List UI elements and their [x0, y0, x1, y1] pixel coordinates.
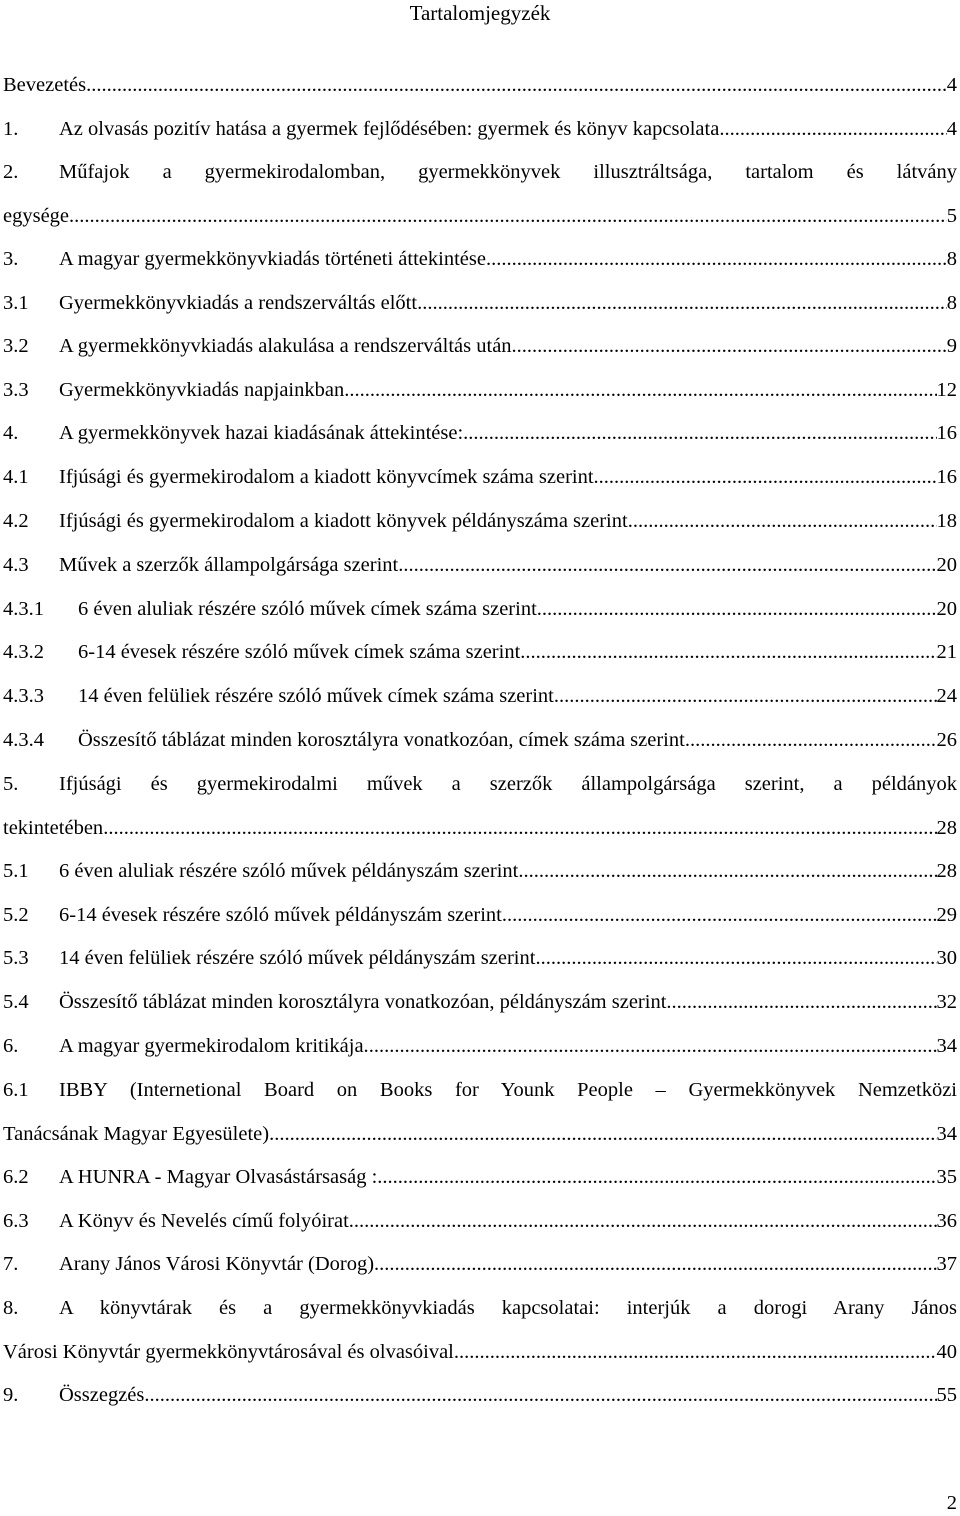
toc-entry[interactable]: [3, 244, 957, 274]
toc-entry-text: 6 éven aluliak részére szóló művek példányszám szerint: [59, 860, 519, 882]
dot-leader: [144, 1380, 936, 1410]
page-title: Tartalomjegyzék: [409, 1, 551, 25]
toc-entry[interactable]: [3, 1380, 957, 1410]
toc-entry-text-continued: Városi Könyvtár gyermekkönyvtárosával és olvasóival: [3, 1341, 454, 1363]
toc-entry-number: 4.: [3, 422, 19, 444]
toc-entry-continuation[interactable]: [3, 201, 957, 231]
toc-entry-text: 6-14 évesek részére szóló művek példányszám szerint: [59, 904, 502, 926]
toc-entry-number: 3.2: [3, 335, 29, 357]
toc-entry[interactable]: [3, 550, 957, 580]
toc-entry-number: 4.1: [3, 466, 29, 488]
toc-entry-number: 6.2: [3, 1166, 29, 1188]
dot-leader: [554, 681, 937, 711]
toc-entry-continuation[interactable]: [3, 1119, 957, 1149]
toc-entry-text-continued: egysége: [3, 205, 70, 227]
toc-entry-page: 30: [936, 947, 957, 969]
toc-entry-page: 35: [936, 1166, 957, 1188]
toc-entry-number: 8.: [3, 1297, 19, 1319]
toc-entry-text: Gyermekkönyvkiadás napjainkban: [59, 379, 345, 401]
toc-entry-number: 1.: [3, 118, 19, 140]
toc-entry-page: 29: [936, 904, 957, 926]
toc-entry-page: 21: [936, 641, 957, 663]
toc-entry-text: IBBY (Internetional Board on Books for Younk People – Gyermekkönyvek Nemzetközi: [59, 1079, 957, 1101]
dot-leader: [512, 331, 947, 361]
dot-leader: [377, 1162, 936, 1192]
toc-entry-text: Gyermekkönyvkiadás a rendszerváltás előtt: [59, 292, 418, 314]
toc-entry-number: 4.3.2: [3, 641, 44, 663]
dot-leader: [463, 418, 936, 448]
toc-entry-number: 5.: [3, 773, 19, 795]
dot-leader: [518, 856, 936, 886]
dot-leader: [454, 1337, 937, 1367]
toc-entry-line[interactable]: [3, 157, 957, 187]
toc-entry[interactable]: [3, 1249, 957, 1279]
toc-entry[interactable]: [3, 1206, 957, 1236]
toc-entry-number: 5.1: [3, 860, 29, 882]
toc-entry-text: A magyar gyermekirodalom kritikája.: [59, 1035, 369, 1057]
toc-entry-text: A gyermekkönyvek hazai kiadásának áttekintése:: [59, 422, 464, 444]
toc-entry-page: 28: [936, 817, 957, 839]
toc-entry-text: A magyar gyermekkönyvkiadás történeti áttekintése.: [59, 248, 492, 270]
dot-leader: [417, 288, 947, 318]
toc-entry[interactable]: [3, 375, 957, 405]
toc-entry-text: A gyermekkönyvkiadás alakulása a rendszerváltás után: [59, 335, 512, 357]
toc-entry-text: Ifjúsági és gyermekirodalom a kiadott könyvcímek száma szerint: [59, 466, 594, 488]
toc-entry[interactable]: [3, 725, 957, 755]
toc-entry-page: 34: [936, 1123, 957, 1145]
page-number: 2: [946, 1492, 957, 1514]
toc-entry-page: 16: [936, 466, 957, 488]
toc-entry[interactable]: [3, 987, 957, 1017]
toc-entry-text: Az olvasás pozitív hatása a gyermek fejlődésében: gyermek és könyv kapcsolata: [59, 118, 720, 140]
toc-entry[interactable]: [3, 943, 957, 973]
toc-entry-page: 16: [936, 422, 957, 444]
toc-entry-number: 3.1: [3, 292, 29, 314]
toc-entry-page: 55: [936, 1384, 957, 1406]
toc-entry-page: 34: [936, 1035, 957, 1057]
toc-entry-page: 24: [936, 685, 957, 707]
dot-leader: [594, 462, 937, 492]
dot-leader: [374, 1249, 936, 1279]
toc-entry-text: Összegzés: [59, 1384, 145, 1406]
dot-leader: [535, 943, 936, 973]
dot-leader: [69, 201, 947, 231]
toc-entry-page: 20: [936, 554, 957, 576]
toc-entry[interactable]: [3, 637, 957, 667]
toc-entry-text: Ifjúsági és gyermekirodalmi művek a szerzők állampolgársága szerint, a példányok: [59, 773, 957, 795]
toc-entry-continuation[interactable]: [3, 813, 957, 843]
toc-entry[interactable]: [3, 288, 957, 318]
toc-entry-text: A Könyv és Nevelés című folyóirat: [59, 1210, 349, 1232]
toc-entry-number: 3.3: [3, 379, 29, 401]
toc-entry-page: 26: [936, 729, 957, 751]
toc-entry-number: 4.3.3: [3, 685, 44, 707]
dot-leader: [269, 1119, 936, 1149]
toc-entry-text: 14 éven felüliek részére szóló művek címek száma szerint: [78, 685, 554, 707]
toc-entry-number: 4.3.4: [3, 729, 44, 751]
toc-entry-text: Műfajok a gyermekirodalomban, gyermekkönyvek illusztráltsága, tartalom és látvány: [59, 161, 957, 183]
dot-leader: [537, 594, 937, 624]
toc-entry-number: 4.3: [3, 554, 29, 576]
toc-entry-page: 18: [936, 510, 957, 532]
toc-entry[interactable]: [3, 418, 957, 448]
toc-entry-line[interactable]: [3, 769, 957, 799]
toc-entry-text: Arany János Városi Könyvtár (Dorog): [59, 1253, 375, 1275]
toc-entry[interactable]: [3, 1162, 957, 1192]
toc-entry-text: Művek a szerzők állampolgársága szerint: [59, 554, 399, 576]
toc-entry-continuation[interactable]: [3, 1337, 957, 1367]
toc-entry[interactable]: [3, 681, 957, 711]
toc-entry-number: 6.: [3, 1035, 19, 1057]
dot-leader: [369, 1031, 937, 1061]
toc-entry-text: Összesítő táblázat minden korosztályra vonatkozóan, címek száma szerint: [78, 729, 685, 751]
dot-leader: [344, 375, 936, 405]
toc-entry[interactable]: [3, 1031, 957, 1061]
toc-entry-page: 4: [946, 118, 957, 140]
toc-entry-page: 12: [936, 379, 957, 401]
toc-entry-text: Összesítő táblázat minden korosztályra vonatkozóan, példányszám szerint: [59, 991, 667, 1013]
dot-leader: [86, 70, 947, 100]
dot-leader: [349, 1206, 937, 1236]
toc-entry-number: 5.2: [3, 904, 29, 926]
toc-entry-text-continued: Tanácsának Magyar Egyesülete): [3, 1123, 270, 1145]
toc-entry-page: 36: [936, 1210, 957, 1232]
toc-entry[interactable]: [3, 462, 957, 492]
toc-entry-number: 6.3: [3, 1210, 29, 1232]
dot-leader: [103, 813, 936, 843]
toc-entry-number: 6.1: [3, 1079, 29, 1101]
toc-entry-page: 40: [936, 1341, 957, 1363]
toc-entry-text: Bevezetés: [3, 74, 87, 96]
toc-entry-line[interactable]: [3, 1075, 957, 1105]
dot-leader: [628, 506, 937, 536]
dot-leader: [685, 725, 937, 755]
toc-entry-page: 8: [946, 248, 957, 270]
toc-entry-number: 4.3.1: [3, 598, 44, 620]
toc-entry-number: 9.: [3, 1384, 19, 1406]
toc-entry-page: 37: [936, 1253, 957, 1275]
dot-leader: [502, 900, 937, 930]
toc-entry-page: 20: [936, 598, 957, 620]
toc-entry-text: 6-14 évesek részére szóló művek címek száma szerint: [78, 641, 521, 663]
toc-entry-number: 3.: [3, 248, 19, 270]
toc-entry[interactable]: [3, 114, 957, 144]
toc-entry[interactable]: [3, 331, 957, 361]
toc-entry-text: 14 éven felüliek részére szóló művek példányszám szerint: [59, 947, 536, 969]
toc-entry-page: 9: [946, 335, 957, 357]
toc-entry[interactable]: [3, 594, 957, 624]
toc-entry-number: 5.3: [3, 947, 29, 969]
toc-entry-text: Ifjúsági és gyermekirodalom a kiadott könyvek példányszáma szerint: [59, 510, 628, 532]
toc-entry-page: 8: [946, 292, 957, 314]
toc-entry-page: 5: [946, 205, 957, 227]
toc-entry[interactable]: [3, 70, 957, 100]
toc-entry-text: 6 éven aluliak részére szóló művek címek száma szerint: [78, 598, 537, 620]
dot-leader: [398, 550, 936, 580]
toc-entry-number: 2.: [3, 161, 19, 183]
dot-leader: [666, 987, 936, 1017]
dot-leader: [491, 244, 947, 274]
dot-leader: [719, 114, 946, 144]
toc-entry-page: 32: [936, 991, 957, 1013]
toc-entry-text: A könyvtárak és a gyermekkönyvkiadás kapcsolatai: interjúk a dorogi Arany János: [59, 1297, 957, 1319]
toc-entry-line[interactable]: [3, 1293, 957, 1323]
toc-entry-number: 5.4: [3, 991, 29, 1013]
dot-leader: [520, 637, 936, 667]
toc-entry-page: 28: [936, 860, 957, 882]
toc-entry-text: A HUNRA - Magyar Olvasástársaság :: [59, 1166, 378, 1188]
toc-entry[interactable]: [3, 856, 957, 886]
toc-entry-number: 7.: [3, 1253, 19, 1275]
toc-entry[interactable]: [3, 506, 957, 536]
toc-entry[interactable]: [3, 900, 957, 930]
toc-entry-text-continued: tekintetében: [3, 817, 104, 839]
toc-entry-page: 4: [946, 74, 957, 96]
toc-entry-number: 4.2: [3, 510, 29, 532]
